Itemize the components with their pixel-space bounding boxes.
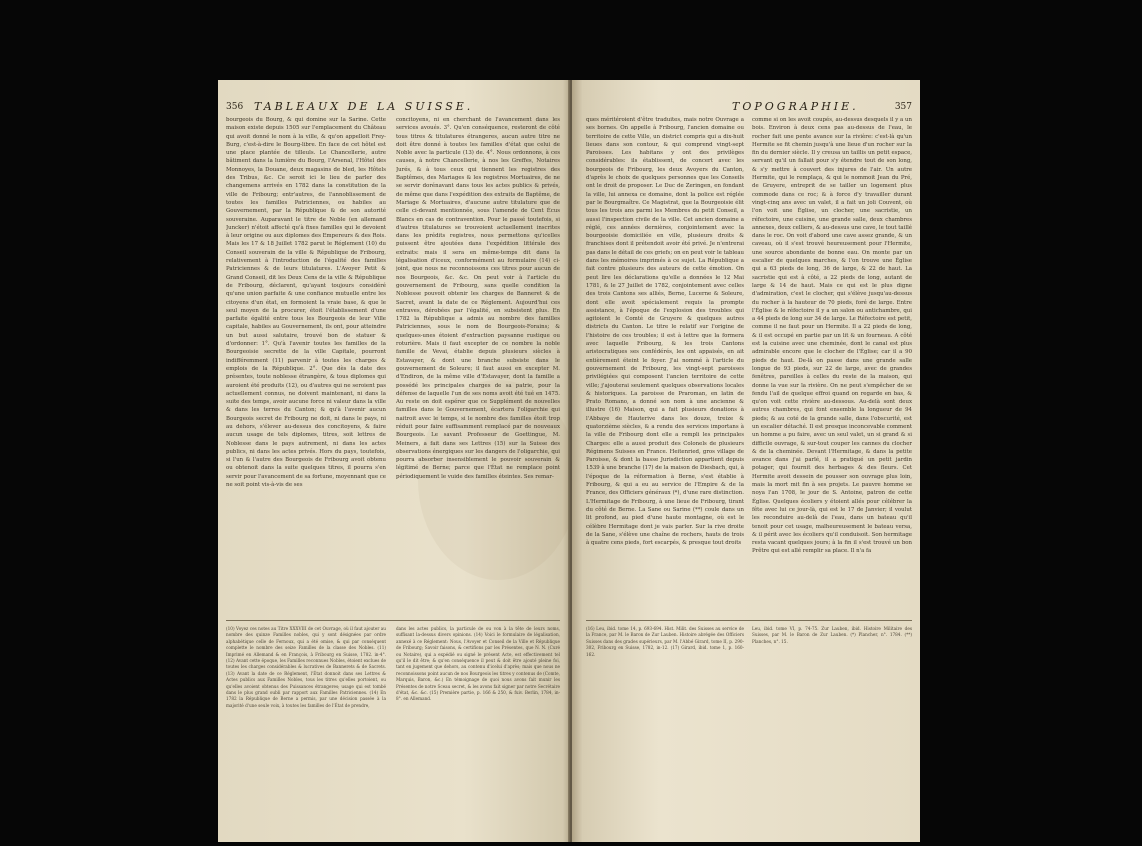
footnote-text: (16) Leu, ibid. tome 14, p. 693-694. Hist. Milit. des Suisses au service de la France, par M. le Baron de Zur Lauben. Histoire abrégée des Officiers Suisses dans des grades supérieurs, par M. l'Abbé Girard, tome II, p. 290-302, Fribourg en Suisse, 1782, in-12. (17) Girard, ibid. tome 1, p. 160-162. [586, 626, 744, 657]
footnotes-column-2 [396, 626, 560, 744]
page-number: 357 [894, 102, 912, 112]
footnotes-column-1 [586, 626, 744, 744]
footnote-text: dans les actes publics, la particule de ou von à la tête de leurs noms, suffisant la-dessus divers opinions. (14) Voici le formulaire de légalisation, annexé à ce Réglement: Nous, l'Avoyer et Conseil de la Ville et République de Fribourg; Savoir faisons, & certifions par les Présentes, que N. N. (Curé ou Notaire), qui a expédié ou signé le présent Acte, est effectivement tel qu'il le dit être; & qu'en conséquence il peut & doit être ajouté pleine foi, tant en jugement que dehors, au contenu d'icelui d'après; mais que nous ne reconnoissons point aucun de nos Bourgeois les titres y contenus de (Comte, Marquis, Baron, &c.) En témoignage de quoi nous avons fait munir les Présentes de notre Sceau secret, & les avons fait signer par notre Secrétaire d'état, &c. &c. (15) Première partie, p. 166 & 250, & fuiv. Berlin, 1784, in-8°. en Allemand. [396, 626, 560, 702]
text-column-1 [586, 116, 744, 614]
column-text: comme si on les avoit coupés, au-dessus desquels il y a un bois. Environ à deux cens pas au-dessus de l'eau, le rocher fait une pente avance sur la rivière: c'est-là qu'un Hermite se fit chemin jusqu'à une lieue d'un rocher sur la fin du dernier siècle. Il y creusa un taillis un petit espace, servant qu'il un fallait pour s'y étendre tout de son long, & s'y mettre à couvert des injures de l'air. Un autre Hermite, qui le remplaça, & qui le nommoit Jean du Pré, de Gruyere, entreprit de se tailler un logement plus commode dans ce roc; & à force d'y travailler durant vingt-cinq ans avec un valet, il a fait un joli Couvent, où l'on voit une Église, un clocher, une sacristie, un réfectoire, une cuisine, une grande salle, deux chambres annexes, deux celliers, & au-dessus une cave, le tout taillé dans le roc. On voit d'abord une cave assez grande, & un caveau, où il s'est trouvé heureusement pour l'Hermite, une source abondante de bonne eau. On monte par un escalier de quelques marches, & l'on trouve une Église qui a 63 pieds de long, 36 de large, & 22 de haut. La sacristie qui est à côté, a 22 pieds de long, autant de large & 14 de haut. Mais ce qui est le plus digne d'admiration, c'est le clocher, qui s'élève jusqu'au-dessus du rocher à la hauteur de 70 pieds, foré de large. Entre l'Église & le réfectoire il y a un salon ou antichambre, qui a 44 pieds de long sur 34 de large. Le Réfectoire est petit, comme il ne faut pour un Hermite. Il a 22 pieds de long, & il est occupé en partie par un lit & un fourneau. A côté est la cuisine avec une cheminée, dont le canal est plus admirable encore que le clocher de l'Église; car il a 90 pieds de haut. De-là on passe dans une grande salle longue de 93 pieds, sur 22 de large, avec de grandes fenêtres, pareilles à celles du reste de la maison, qui donne la vue sur la rivière. On ne peut s'empêcher de se fendu l'ail de quelque effroi quand on regarde en bas, & qu'on voit cette rivière au-dessous. Au-delà sont deux autres chambres, qui font ensemble la longueur de 94 pieds; & au coté de la grande salle, dans l'obscurité, est un escalier détaché. Il est presque inconcevable comment un homme a pu faire, avec un seul valet, un si grand & si difficile ouvrage, & sur-tout couper les cannes du clocher & de la cheminée. Devant l'Hermitage, & dans la petite avance dans j'ai parlé, il a pratiqué un petit jardin potager, qui fournit des herbages & des fleurs. Cet Hermite avoit dessein de pousser son ouvrage plus loin, mais la mort mit fin à ses projets. Le pauvre homme se noya l'an 1708, le jour de S. Antoine, patron de cette Église. Quelques écoliers y étoient allés pour célébrer la fête avec lui ce jour-là, qui est le 17 de Janvier; il voulut les reconduire au-delà de l'eau, dans un bateau qu'il tenoit pour cet usage, malheureusement le bateau versa, & il périt avec les écoliers qu'il conduisoit. Son hermitage resta vacant quelques jours; à la fin il s'est trouvé un bon Prêtre qui est allé remplir sa place. Il n'a fa [752, 117, 912, 555]
text-column-2 [752, 116, 912, 614]
column-text: ques méritéroient d'être traduites, mais notre Ouvrage a ses bornes. On appelle à Fribourg, l'ancien domaine ou territoire de cette Ville, un district compris qui a dix-huit lieues dans son contour, & qui comprend vingt-sept Paroisses. Les habitans y ont des privilèges considérables: ils établissent, de concert avec les bourgeois de Fribourg, les deux Avoyers du Canton, d'après le choix de quelques personnes que les Conseils ont le droit de proposer. Le Duc de Zeringen, en fondant la ville, lui annexa ce domaine, dont la police est réglée par le Bourgmaître. Ce Magistrat, que la Bourgeoisie élit tous les trois ans parmi les Membres du petit Conseil, a aussi l'inspection civile de la ville. Cet ancien domaine a réglé, ces années dernières, conjointement avec la bourgeoisie domiciliée en ville, plusieurs droits & franchises dont il prétendoit avoir été privé. Je n'entrerai pas dans le détail de ces griefs; on en peut voir le tableau dans les mémoires imprimés à ce sujet. La République a fait contre plusieurs des auteurs de cette émotion. On peut lire les déclarations qu'elle a données le 12 Mai 1781, & le 27 Juillet de 1782, conjointement avec celles des trois Cantons ses alliés, Berne, Lucerne & Soleure, dont elle avoit spécialement requis la prompte assistance, à l'époque de l'explosion des troubles qui agitoient le Comté de Gruyere & quelques autres districts du Canton. Le titre le relatif sur l'origine de l'histoire de ces troubles; il est à lettre que la formera avec laquelle Fribourg, & les trois Cantons aristocratiques ses confédérés, les ont appaisés, en ait entièrement éteint le foyer. J'ai nommé à l'article du gouvernement de Fribourg, les vingt-sept paroisses privilégiées qui composent l'ancien territoire de cette ville; j'ajouterai seulement quelques observations locales & historiques. La paroisse de Praroman, en latin de Prato Romano, a donné son nom à une ancienne & illustre (16) Maison, qui a fait plusieurs donations à l'Abbaye de Hauterive dans les douze, treize & quatorzième siècles, & a rendu des services importans à la ville de Fribourg dont elle a rempli les principales Charges: elle a aussi produit des Colonels de plusieurs Régimens Suisses en France. Heitenried, gros village de Paroisse, & dont la basse Jurisdiction appartient depuis 1539 à une branche (17) de la maison de Diesbach, qui, à l'époque de la réformation à Berne, s'est établie à Fribourg, & qui a eu au service de l'Empire & de la France, des Officiers généraux (*), d'une rare distinction. L'Hermitage de Fribourg, à une lieue de Fribourg, tirant du côté de Berne. La Sane ou Sarine (**) coule dans un lit profond, au pied d'une haute montagne, où est le célèbre Hermitage dont je vais parler. Sur la rive droite de la Sane, s'élève une chaîne de rochers, hauts de trois à quatre cens pieds, fort escarpés, & presque tout droits [586, 117, 744, 547]
right-page [572, 80, 920, 842]
column-text: concitoyens, ni en cherchant de l'avancement dans les services avoués. 3°. Qu'en conséquence, resteront de côté tous titres & titulatures étrangeres, aucun autre titre ne doit être donné à toutes les familles d'état que celui de Noble avec la particule (13) de. 4°. Nous ordonnons, à ces causes, à notre Chancellerie, à nos les Greffes, Notaires Jurés, & à tous ceux qui tiennent les registres des Baptêmes, des Mariages & les registres Mortuaires, de ne se servir dorénavant dans tous les actes publics & privés, de même que dans l'expédition des extraits de Baptême, de Mariage & Mortuaires, d'aucune autre titulature que de celle ci-devant mentionnée, sous l'amende de Cent Écus Blancs en cas de contravention. Pour le passé toutefois, si d'autres titulatures se trouvoient actuellement inscrites dans les prédits registres, nous permettons qu'icelles puissent être ajoutées dans l'expédition littérale des extraits: mais il sera en même-temps dit dans la légalisation d'iceux, conformément au formulaire (14) ci-joint, que nous ne reconnoissons ces titres pour aucun de nos Bourgeois, &c. &c. On peut voir à l'article du gouvernement de Fribourg, sans quelle condition la Noblesse pouvoit obtenir les charges de Banneret & de Sacret, avant la date de ce Réglement. Aujourd'hui ces entraves, dérobées par l'égalité, en subsistent plus. En 1782 la République a admis au nombre des familles Patriciennes, sous le nom de Bourgeois-Forains; & quelques-unes étoient d'extraction paysanne rustique ou roturière. Mais il faut excepter de ce nombre la noble famille de Vevai, établie depuis plusieurs siècles à Estavayer, & dont une branche subsiste dans le gouvernement de Soleure; il faut aussi en excepter M. d'Endiron, de la même ville d'Estavayer, dont la famille a possédé les principales charges de sa patrie, pour la défense de laquelle l'un de ses noms avoit été tué en 1475. Au reste on doit espérer que ce Supplément de nouvelles familles dans le Gouvernement, écartera l'oligarchie qui naitroit avec le temps, si le nombre des familles étoit trop réduit pour faire suffisamment remplacé par de nouveaux Bourgeois. Le savant Professeur de Goettingue, M. Meiners, a fait dans ses Lettres (15) sur la Suisse des observations énergiques sur les dangers de l'oligarchie, qui pourra absorber insensiblement le pouvoir souverain & légitimé de Berne; parce que l'État ne remplace point périodiquement le vuide des familles éteintes. Ses remar- [396, 117, 560, 480]
page-number: 356 [226, 102, 244, 112]
left-page [218, 80, 570, 842]
footnote-text: (10) Voyez ces notes au Titre XXXVIII de cet Ouvrage, où il faut ajouter au nombre des quinze Familles nobles, qui y sont désignées par ordre alphabétique celle de Fernoux, qui a été omise, & qui par conséquent complette le nombre des seize Familles de la classe des Nobles. (11) Imprimé en Allemand & en François, à Fribourg en Suisse, 1782. in-4°. (12) Avant cette époque, les Familles reconnues Nobles, étoient exclues de toutes les charges considérables & lucratives de Bannerets & de Sacrets. (13) Avant la date de ce Réglement, l'État donnoit dans ses Lettres & Actes publics aux Familles Nobles, tous les titres qu'elles portoient, ou qu'elles avoient obtenus des Puissances étrangeres; usage qui est tombé dans le plus grand oubli par rapport aux Familles Patriciennes. (14) En 1782 la République de Berne a permis, par une décision passée à la majorité d'une seule voix, à toutes les familles de l'État de prendre, [226, 626, 386, 708]
running-head: TOPOGRAPHIE. [732, 100, 859, 113]
text-column-1 [226, 116, 386, 614]
footnotes-column-1 [226, 626, 386, 744]
footnote-text: Leu, ibid. tome VI, p. 74-75. Zur Lauben, ibid. Histoire Militaire des Suisses, par M. le Baron de Zur Lauben. (*) Plancher, n°. 1784. (**) Planches, n°. 15. [752, 626, 912, 644]
footnote-rule [586, 620, 912, 621]
footnote-rule [226, 620, 560, 621]
running-head: TABLEAUX DE LA SUISSE. [254, 100, 474, 113]
column-text: bourgeois du Bourg, & qui domine sur la Sarine. Cette maison existe depuis 1505 sur l'emplacement du Château qui avoit donné le nom à la ville, & qu'on appelloit Frey-Burg, c'est-à-dire le Bourg-libre. En face de cet hôtel est une place plantée de tilleuls. Le Chancellerie, autre bâtiment dans la lumière du Bourg, l'Arsenal, l'Hôtel des Monnoyes, la Douane, deux magasins de bled, les Hôtels des Tribus, &c. Ce seroit ici le lieu de parler des changemens arrivés en 1782 dans la constitution de la ville de Fribourg; entr'autres, de l'annoblissement de toutes les familles Patriciennes, ou habiles au Gouvernement, par la République & de son autorité souveraine. Auparavant le titre de Noble (en allemand Juncker) n'étoit affecté qu'à fixes familles qui le devoient à leur origine ou aux diplomes des Empereurs & des Rois. Mais les 17 & 18 Juillet 1782 parut le Réglement (10) du Conseil souverain de la ville & République de Fribourg, relativement à l'introduction de l'égalité des familles Patriciennes & de leurs titulatures. L'Avoyer Petit & Grand Conseil, dit les Deux Cens de la ville & République de Fribourg, déclarent, qu'ayant toujours considéré qu'une union parfaite & une confiance mutuelle entre les citoyens d'un état, en formoient la vraie base, & que le seul moyen de la procurer, étoit l'établissement d'une parfaite égalité entre tous les Bourgeois de leur Ville capitale, habiles au Gouvernement, ils ont, pour atteindre un but aussi salutaire, trouvé bon de statuer & d'ordonner: 1°. Qu'à l'avenir toutes les familles de la Bourgeoisie secrette de la ville Capitale, pourront indifféremment (11) parvenir à toutes les charges & emplois de la République. 2°. Que dès la date des présentes, toute noblesse étrangère, & tous diplomes qui auroient été produits (12), ou d'autres qui ne seroient pas actuellement connus, ne doivent maintenant, ni dans la suite des temps, avoir aucune force ni valeur dans la ville & dans les terres du Canton; & qu'à l'avenir aucun Bourgeois secret de Fribourg ne doit, ni dans le pays, ni au dehors, s'élever au-dessus des concitoyens, & faire aucun usage de tels diplomes, titres, soit lettres de Noblesse dans le pays autrement, ni dans les actes publics, ni dans les actes privés. Hors du pays, toutefois, si l'un & l'autre des Bourgeois de Fribourg avoit obtenu ou obtenoit dans la suite quelques titres, il pourra s'en servir pour l'avancement de sa fortune, moyennant que ce ne soit point vis-à-vis de ses [226, 117, 386, 489]
footnotes-column-2 [752, 626, 912, 744]
text-column-2 [396, 116, 560, 614]
